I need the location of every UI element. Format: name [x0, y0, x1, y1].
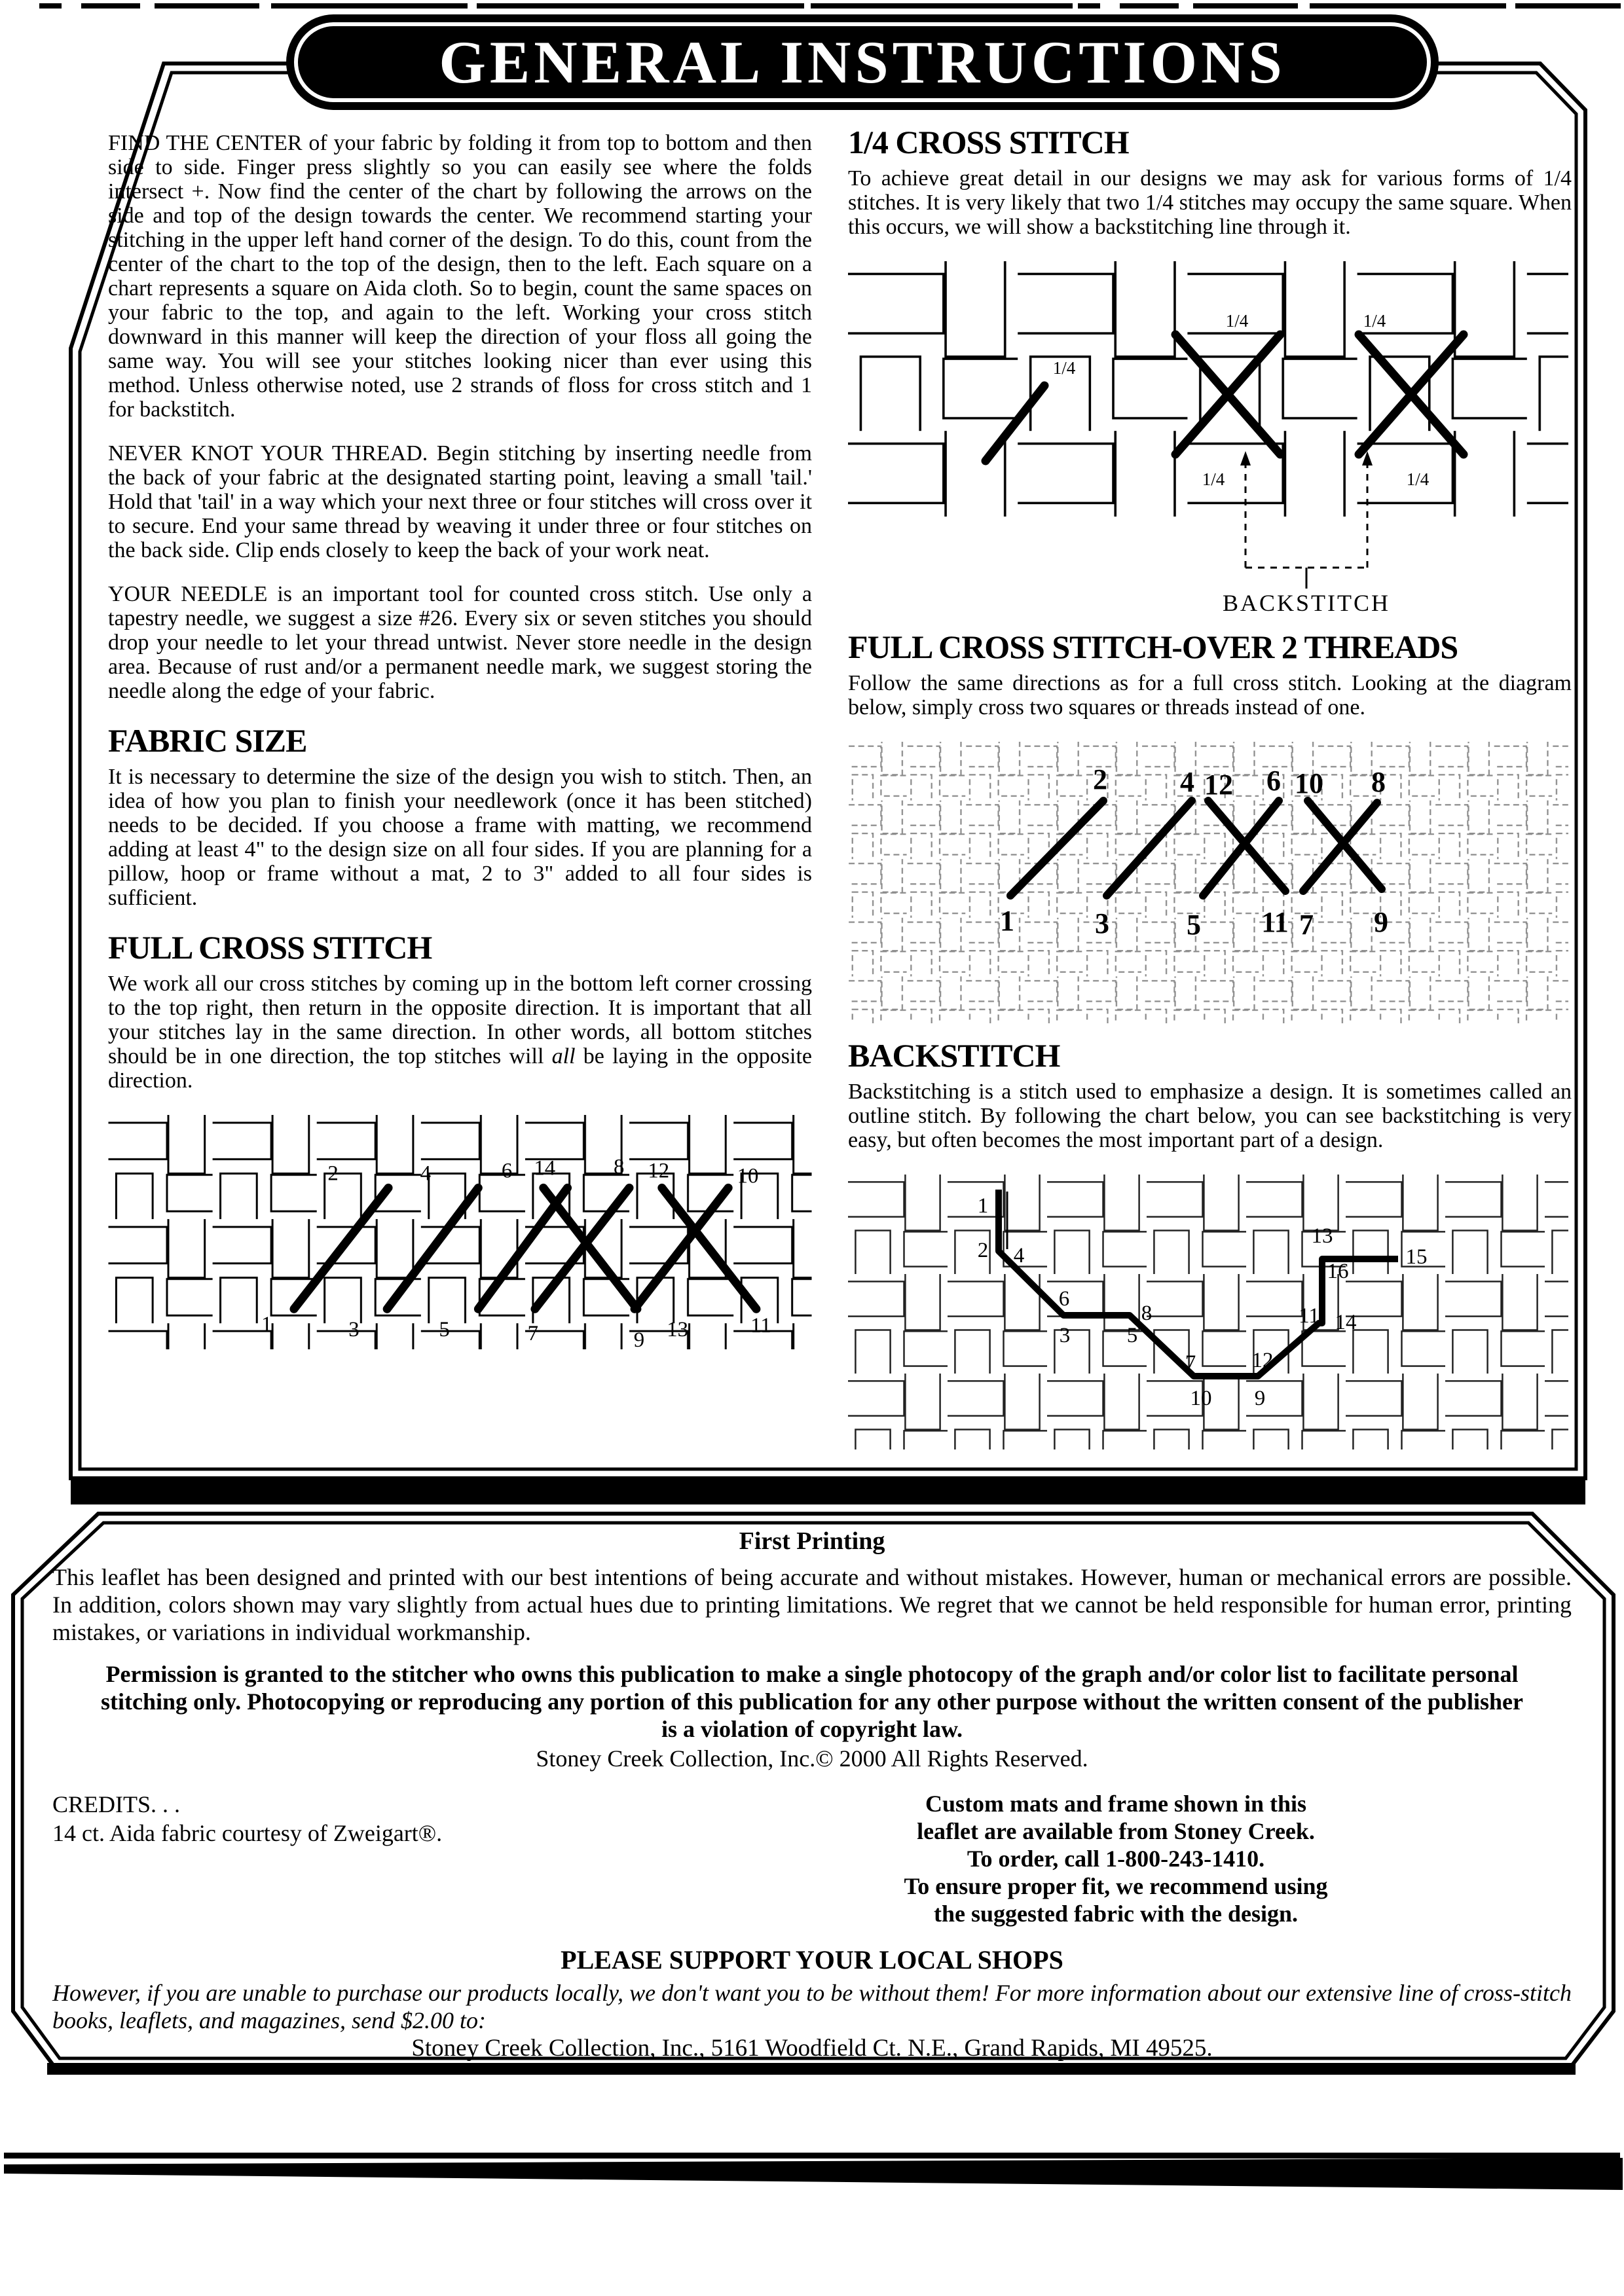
stitch-number: 12	[1204, 769, 1233, 801]
full-cross-stitch-diagram	[108, 1115, 812, 1349]
over-two-threads-paragraph: Follow the same directions as for a full cross stitch. Looking at the diagram below, simply cross two squares or threads instead of one.	[848, 671, 1572, 720]
disclaimer-paragraph: This leaflet has been designed and printed with our best intentions of being accurate and without mistakes. However, human or mechanical errors are possible. In addition, colors shown may vary slightly from actual hues due to printing limitations. We regret that we cannot be held responsible for human error, printing mistakes, or variations in individual workmanship.	[52, 1564, 1572, 1645]
stitch-number: 3	[1095, 907, 1109, 939]
stitch-number: 2	[1093, 763, 1107, 795]
stitch-number: 5	[1126, 1324, 1138, 1347]
stitch-number: 12	[648, 1159, 670, 1183]
stitch-number: 6	[1266, 765, 1281, 797]
quarter-label: 1/4	[1363, 311, 1386, 331]
over-two-threads-diagram	[848, 742, 1568, 1023]
support-shops-paragraph: However, if you are unable to purchase our products locally, we don't want you to be without them! For more information about our extensive line of cross-stitch books, leaflets, and magazines, send $2.00 to:	[52, 1980, 1572, 2033]
quarter-label: 1/4	[1225, 311, 1249, 331]
stitch-number: 8	[1371, 766, 1386, 798]
publisher-address: Stoney Creek Collection, Inc., 5161 Woodfield Ct. N.E., Grand Rapids, MI 49525.	[411, 2035, 1213, 2062]
stitch-number: 9	[1254, 1387, 1266, 1410]
your-needle-paragraph: YOUR NEEDLE is an important tool for counted cross stitch. Use only a tapestry needle, we suggest a size #26. Every six or seven stitches you should drop your needle to let your thread untwist. Never store needle in the design area. Because of rust and/or a permanent needle mark, we suggest storing the needle along the edge of your fabric.	[108, 582, 812, 703]
permission-paragraph: Permission is granted to the stitcher who owns this publication to make a single photocopy of the graph and/or color list to facilitate personal stitching only. Photocopying or reproducing any portion of this publication for any other purpose without the written consent of the publisher is a violation of copyright law.	[101, 1661, 1523, 1742]
credits-label: CREDITS. . .	[52, 1791, 181, 1817]
stitch-number: 9	[633, 1328, 645, 1349]
stitch-number: 10	[1190, 1387, 1212, 1410]
quarter-label: 1/4	[1202, 469, 1225, 489]
box-divider-band	[71, 1477, 1585, 1504]
page-title: GENERAL INSTRUCTIONS	[439, 29, 1286, 96]
stitch-number: 9	[1374, 906, 1388, 938]
quarter-cross-paragraph: To achieve great detail in our designs we may ask for various forms of 1/4 stitches. It is very likely that two 1/4 stitches may occupy the same square. When this occurs, we will show a backstitching line through it.	[848, 166, 1572, 239]
stitch-number: 3	[348, 1318, 360, 1342]
stitch-number: 7	[1299, 909, 1314, 941]
custom-mats-line: the suggested fabric with the design.	[934, 1901, 1298, 1927]
backstitch-caption: BACKSTITCH	[1222, 590, 1391, 615]
stitch-number: 7	[527, 1322, 539, 1346]
quarter-label: 1/4	[1052, 358, 1076, 378]
support-shops-heading: PLEASE SUPPORT YOUR LOCAL SHOPS	[561, 1945, 1063, 1975]
backstitch-paragraph: Backstitching is a stitch used to emphasize a design. It is sometimes called an outline stitch. By following the chart below, you can see backstitching is very easy, but often becomes the most important part of a design.	[848, 1080, 1572, 1152]
bottom-rule	[4, 2153, 1623, 2190]
full-cross-italic-word: all	[551, 1044, 576, 1068]
full-cross-stitch-heading: FULL CROSS STITCH	[108, 929, 432, 966]
stitch-number: 5	[439, 1318, 450, 1342]
stitch-number: 16	[1327, 1260, 1349, 1283]
aida-fabric-weave	[109, 1115, 812, 1349]
quarter-label: 1/4	[1406, 469, 1430, 489]
title-banner	[286, 14, 1439, 110]
stitch-number: 11	[1299, 1304, 1320, 1328]
stitch-number: 13	[1311, 1224, 1333, 1248]
copyright-line: Stoney Creek Collection, Inc.© 2000 All Rights Reserved.	[536, 1745, 1088, 1772]
fabric-size-paragraph: It is necessary to determine the size of the design you wish to stitch. Then, an idea of how you plan to finish your needlework (once it has been stitched) needs to be decided. If you choose a frame with matting, we recommend adding at least 4" to the design size on all four sides. If you are planning for a pillow, hoop or frame without a mat, 2 to 3" added to all four sides is sufficient.	[108, 765, 812, 910]
stitch-number: 2	[327, 1161, 339, 1186]
left-column	[108, 131, 812, 1349]
stitch-number: 4	[1180, 766, 1194, 798]
stitch-number: 8	[613, 1155, 625, 1179]
right-column	[848, 124, 1572, 1449]
stitch-number: 10	[737, 1164, 759, 1188]
find-center-paragraph: FIND THE CENTER of your fabric by folding it from top to bottom and then side to side. Finger press slightly so you can easily see where the folds intersect +. Now find the center of the chart by following the arrows on the side and top of the design towards the center. We recommend starting your stitching in the upper left hand corner of the design. To do this, count from the center of the chart to the top of the design, then to the left. Each square on a chart represents a square on Aida cloth. So to begin, count the same spaces on your fabric to the top, and again to the left. Working your cross stitch downward in this manner will keep the direction of your floss all going the same way. You will see your stitches looking nicer than ever using this method. Unless otherwise noted, use 2 strands of floss for cross stitch and 1 for backstitch.	[108, 131, 812, 422]
quarter-cross-diagram	[848, 261, 1568, 615]
stitch-number: 1	[1000, 905, 1014, 937]
custom-mats-line: leaflet are available from Stoney Creek.	[917, 1818, 1315, 1844]
fabric-size-heading: FABRIC SIZE	[108, 722, 307, 759]
stitch-number: 5	[1187, 909, 1201, 941]
stitch-number: 8	[1141, 1302, 1153, 1325]
stitch-number: 14	[534, 1156, 556, 1180]
quarter-cross-heading: 1/4 CROSS STITCH	[848, 124, 1129, 160]
stitch-number: 12	[1251, 1349, 1274, 1372]
stitch-number: 14	[1335, 1311, 1357, 1334]
stitch-number: 7	[1185, 1351, 1196, 1375]
backstitch-diagram	[848, 1175, 1568, 1449]
full-cross-text-end: be laying in the opposite direction.	[108, 1044, 812, 1093]
stitch-number: 15	[1405, 1245, 1428, 1269]
stitch-number: 6	[1058, 1287, 1070, 1311]
stitch-number: 2	[977, 1239, 989, 1262]
stitch-number: 11	[1261, 906, 1289, 938]
stitch-number: 11	[750, 1314, 771, 1338]
credits-block	[52, 1790, 660, 1927]
full-cross-text: We work all our cross stitches by coming up in the bottom left corner crossing to the top right, then return in the opposite direction. It is important that all your stitches lay in the same direction. In other words, all bottom stitches should be in one direction, the top stitches will	[108, 972, 812, 1068]
stitch-number: 10	[1295, 767, 1323, 799]
stitch-number: 4	[420, 1161, 431, 1186]
stitch-number: 6	[501, 1159, 513, 1183]
stitch-number: 1	[261, 1313, 272, 1337]
over-two-threads-heading: FULL CROSS STITCH-OVER 2 THREADS	[848, 629, 1458, 665]
stitch-number: 3	[1059, 1324, 1071, 1347]
custom-mats-line: Custom mats and frame shown in this	[925, 1791, 1307, 1817]
backstitch-heading: BACKSTITCH	[848, 1037, 1060, 1074]
stitch-number: 13	[667, 1318, 689, 1342]
first-printing-heading: First Printing	[739, 1527, 885, 1555]
never-knot-paragraph: NEVER KNOT YOUR THREAD. Begin stitching by inserting needle from the back of your fabric at the designated starting point, leaving a small 'tail.' Hold that 'tail' in a way which your next three or four stitches will cross over it to secure. End your same thread by weaving it under three or four stitches on the back side. Clip ends closely to keep the back of your work neat.	[108, 441, 812, 562]
footer-box	[52, 1527, 1572, 2063]
credits-row	[52, 1790, 1572, 1927]
custom-mats-line: To order, call 1-800-243-1410.	[967, 1846, 1265, 1872]
stitch-number: 4	[1013, 1244, 1025, 1267]
custom-mats-line: To ensure proper fit, we recommend using	[904, 1873, 1328, 1899]
full-cross-stitch-paragraph	[108, 972, 812, 1093]
stitch-number: 1	[977, 1194, 989, 1218]
custom-mats-block	[660, 1790, 1572, 1927]
credits-line: 14 ct. Aida fabric courtesy of Zweigart®.	[52, 1820, 443, 1846]
